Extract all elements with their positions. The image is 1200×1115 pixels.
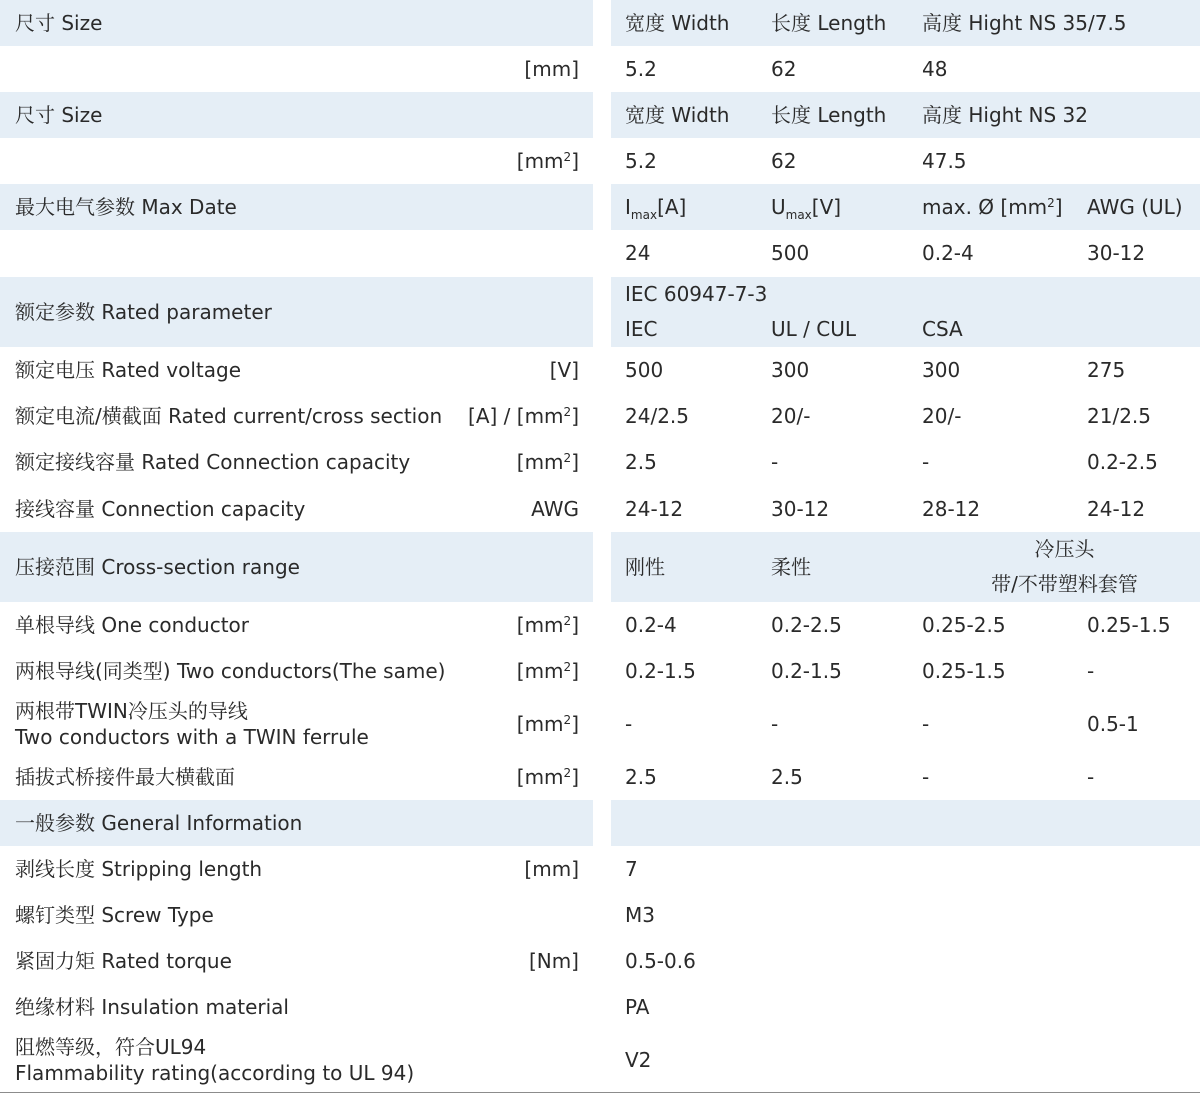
col4-value: 24-12 bbox=[1087, 496, 1146, 521]
ferrule-header-line2: 带/不带塑料套管 bbox=[991, 572, 1138, 596]
one-conductor-row bbox=[0, 602, 1200, 648]
value: 7 bbox=[625, 857, 638, 881]
values-cell bbox=[611, 46, 1200, 92]
rigid-value: 0.2-1.5 bbox=[625, 659, 696, 683]
max-date-header-row bbox=[0, 184, 1200, 230]
rigid-value: 0.2-4 bbox=[625, 613, 677, 637]
flexible-value: 2.5 bbox=[771, 765, 803, 789]
length-header: 长度 Length bbox=[771, 11, 887, 35]
col4-value: - bbox=[1087, 765, 1095, 789]
length-header: 长度 Length bbox=[771, 103, 887, 127]
row-label: 螺钉类型 Screw Type bbox=[15, 903, 214, 927]
label-cell bbox=[0, 800, 593, 846]
values-cell bbox=[611, 0, 1200, 46]
flexible-header: 柔性 bbox=[771, 555, 811, 579]
values-cell bbox=[611, 892, 1200, 938]
size-header-row bbox=[0, 0, 1200, 46]
label-cell bbox=[0, 694, 593, 754]
csa-value: 28-12 bbox=[922, 496, 981, 521]
label-cell bbox=[0, 754, 593, 800]
csa-value: 300 bbox=[922, 358, 961, 382]
screw-type-row bbox=[0, 892, 1200, 938]
row-label: 尺寸 Size bbox=[15, 103, 103, 127]
label-cell bbox=[0, 138, 593, 184]
csa-value: 20/- bbox=[922, 404, 962, 428]
label-cell bbox=[0, 938, 593, 984]
rated-connection-row bbox=[0, 439, 1200, 485]
insulation-row bbox=[0, 984, 1200, 1030]
values-cell bbox=[611, 485, 1200, 532]
unit-label: $[mm^2]$ bbox=[516, 712, 579, 736]
iec-header: IEC bbox=[625, 317, 658, 341]
height-value: 48 bbox=[922, 57, 948, 81]
ferrule-header-line1: 冷压头 bbox=[1034, 537, 1095, 561]
row-label: 额定电压 Rated voltage bbox=[15, 358, 241, 382]
width-header: 宽度 Width bbox=[625, 11, 730, 35]
rated-torque-row bbox=[0, 938, 1200, 984]
cross-section-header-row bbox=[0, 532, 1200, 602]
csa-value: - bbox=[922, 450, 930, 474]
values-cell bbox=[611, 846, 1200, 892]
awg-value: 30-12 bbox=[1087, 241, 1146, 265]
values-cell bbox=[611, 938, 1200, 984]
col4-value: 275 bbox=[1087, 358, 1126, 382]
label-cell bbox=[0, 0, 593, 46]
label-cell bbox=[0, 602, 593, 648]
flexible-value: - bbox=[771, 712, 779, 736]
unit-label: $[mm^2]$ bbox=[516, 659, 579, 683]
umax-value: 500 bbox=[771, 241, 810, 265]
label-cell bbox=[0, 485, 593, 532]
values-cell bbox=[611, 347, 1200, 393]
size-header-row bbox=[0, 92, 1200, 138]
height-value: 47.5 bbox=[922, 149, 967, 173]
height-header: 高度 Hight NS 32 bbox=[922, 103, 1088, 127]
label-cell bbox=[0, 984, 593, 1030]
unit-label: $[mm^2]$ bbox=[516, 450, 579, 474]
label-cell bbox=[0, 277, 593, 347]
ul-value: 300 bbox=[771, 358, 810, 382]
unit-label: $[A] / [mm^2]$ bbox=[468, 404, 579, 428]
values-cell bbox=[611, 1030, 1200, 1090]
imax-value: 24 bbox=[625, 241, 651, 265]
length-value: 62 bbox=[771, 149, 797, 173]
bottom-divider bbox=[0, 1092, 1200, 1093]
unit-label: $[mm^2]$ bbox=[516, 765, 579, 789]
connection-capacity-row bbox=[0, 485, 1200, 532]
values-cell bbox=[611, 393, 1200, 439]
row-label: 插拔式桥接件最大横截面 bbox=[15, 765, 235, 789]
ferrule-value: - bbox=[922, 712, 930, 736]
ul-value: 30-12 bbox=[771, 496, 830, 521]
iec-value: 500 bbox=[625, 358, 664, 382]
ferrule-value: - bbox=[922, 765, 930, 789]
unit-label: [V] bbox=[549, 358, 579, 382]
ferrule-value: 0.25-1.5 bbox=[922, 659, 1006, 683]
unit-label: $[mm^2]$ bbox=[516, 613, 579, 637]
awg-header: AWG (UL) bbox=[1087, 195, 1183, 219]
label-cell bbox=[0, 439, 593, 485]
row-label: 接线容量 Connection capacity bbox=[15, 496, 306, 521]
twin-ferrule-row bbox=[0, 694, 1200, 754]
standard-label: IEC 60947-7-3 bbox=[625, 282, 768, 306]
rigid-header: 刚性 bbox=[625, 555, 665, 579]
values-cell bbox=[611, 648, 1200, 694]
umax-header: $U_{max}[V]$ bbox=[771, 195, 842, 222]
label-cell bbox=[0, 892, 593, 938]
unit-label: AWG bbox=[531, 496, 579, 521]
values-cell bbox=[611, 184, 1200, 230]
general-info-header-row bbox=[0, 800, 1200, 846]
csa-header: CSA bbox=[922, 317, 963, 341]
col4-value: - bbox=[1087, 659, 1095, 683]
size-values-row bbox=[0, 138, 1200, 184]
unit-label: [mm] bbox=[524, 857, 579, 881]
iec-value: 24/2.5 bbox=[625, 404, 689, 428]
label-cell bbox=[0, 92, 593, 138]
row-label: 额定参数 Rated parameter bbox=[15, 300, 272, 324]
values-cell bbox=[611, 439, 1200, 485]
stripping-length-row bbox=[0, 846, 1200, 892]
row-label: 压接范围 Cross-section range bbox=[15, 555, 300, 579]
col4-value: 21/2.5 bbox=[1087, 404, 1151, 428]
max-values-row bbox=[0, 230, 1200, 276]
label-cell bbox=[0, 230, 593, 276]
row-label: 两根导线(同类型) Two conductors(The same) bbox=[15, 659, 446, 683]
value: V2 bbox=[625, 1048, 652, 1072]
flexible-value: 0.2-1.5 bbox=[771, 659, 842, 683]
values-cell bbox=[611, 138, 1200, 184]
width-value: 5.2 bbox=[625, 57, 657, 81]
diameter-header: max. Ø $[mm^2]$ bbox=[922, 195, 1063, 219]
values-cell bbox=[611, 230, 1200, 276]
row-label: 两根带TWIN冷压头的导线 Two conductors with a TWIN ferrule bbox=[15, 699, 369, 749]
flexible-value: 0.2-2.5 bbox=[771, 613, 842, 637]
height-header: 高度 Hight NS 35/7.5 bbox=[922, 11, 1127, 35]
row-label: 单根导线 One conductor bbox=[15, 613, 250, 637]
flammability-row bbox=[0, 1030, 1200, 1090]
value: 0.5-0.6 bbox=[625, 949, 696, 973]
col4-value: 0.2-2.5 bbox=[1087, 450, 1158, 474]
values-cell bbox=[611, 277, 1200, 347]
length-value: 62 bbox=[771, 57, 797, 81]
rated-voltage-row bbox=[0, 347, 1200, 393]
value: M3 bbox=[625, 903, 655, 927]
row-label: 额定电流/横截面 Rated current/cross section bbox=[15, 404, 443, 428]
values-cell bbox=[611, 694, 1200, 754]
ul-value: 20/- bbox=[771, 404, 811, 428]
width-value: 5.2 bbox=[625, 149, 657, 173]
label-cell bbox=[0, 347, 593, 393]
values-cell bbox=[611, 532, 1200, 602]
ul-header: UL / CUL bbox=[771, 317, 856, 341]
rigid-value: - bbox=[625, 712, 633, 736]
ferrule-value: 0.25-2.5 bbox=[922, 613, 1006, 637]
label-cell bbox=[0, 393, 593, 439]
row-label: 紧固力矩 Rated torque bbox=[15, 949, 232, 973]
label-cell bbox=[0, 1030, 593, 1090]
unit-label: [mm] bbox=[524, 57, 579, 81]
row-label: 额定接线容量 Rated Connection capacity bbox=[15, 450, 411, 474]
two-conductors-row bbox=[0, 648, 1200, 694]
label-cell bbox=[0, 846, 593, 892]
unit-label: [Nm] bbox=[528, 949, 579, 973]
rated-parameter-header-row bbox=[0, 277, 1200, 347]
rated-current-row bbox=[0, 393, 1200, 439]
values-cell bbox=[611, 800, 1200, 846]
label-cell bbox=[0, 532, 593, 602]
values-cell bbox=[611, 92, 1200, 138]
row-label: 一般参数 General Information bbox=[15, 811, 303, 835]
diameter-value: 0.2-4 bbox=[922, 241, 974, 265]
label-cell bbox=[0, 46, 593, 92]
label-cell bbox=[0, 648, 593, 694]
values-cell bbox=[611, 602, 1200, 648]
row-label: 阻燃等级，符合UL94 Flammability rating(according to UL 94) bbox=[15, 1035, 415, 1085]
col4-value: 0.5-1 bbox=[1087, 712, 1139, 736]
row-label: 绝缘材料 Insulation material bbox=[15, 995, 289, 1019]
rigid-value: 2.5 bbox=[625, 765, 657, 789]
value: PA bbox=[625, 995, 650, 1019]
ul-value: - bbox=[771, 450, 779, 474]
size-values-row bbox=[0, 46, 1200, 92]
row-label: 尺寸 Size bbox=[15, 11, 103, 35]
iec-value: 24-12 bbox=[625, 496, 684, 521]
label-cell bbox=[0, 184, 593, 230]
row-label: 最大电气参数 Max Date bbox=[15, 195, 237, 219]
row-label: 剥线长度 Stripping length bbox=[15, 857, 263, 881]
values-cell bbox=[611, 754, 1200, 800]
values-cell bbox=[611, 984, 1200, 1030]
iec-value: 2.5 bbox=[625, 450, 657, 474]
col4-value: 0.25-1.5 bbox=[1087, 613, 1171, 637]
imax-header: $I_{max}[A]$ bbox=[625, 195, 687, 222]
bridge-row bbox=[0, 754, 1200, 800]
unit-label: $[mm^2]$ bbox=[516, 149, 579, 173]
width-header: 宽度 Width bbox=[625, 103, 730, 127]
